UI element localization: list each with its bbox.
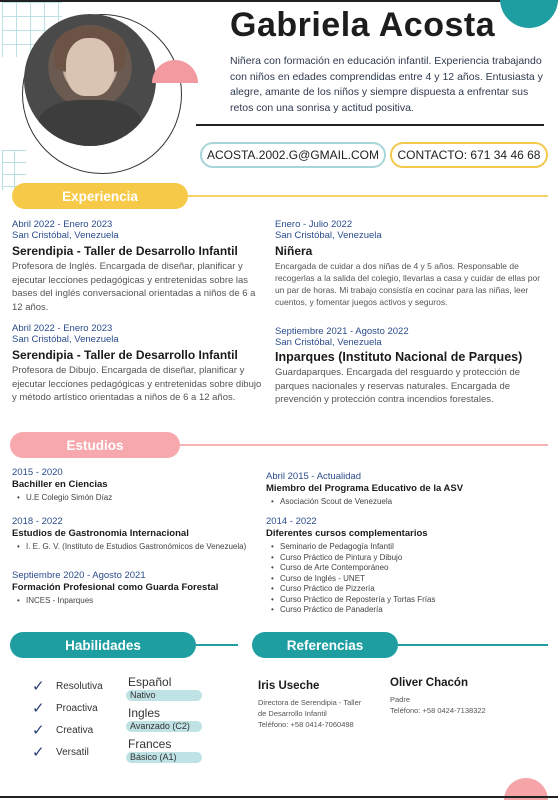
education-list-item: • Curso de Inglés - UNET [266, 574, 546, 585]
pink-half-circle-decoration [152, 60, 198, 106]
experience-title: Serendipia - Taller de Desarrollo Infantil [12, 244, 238, 258]
reference-detail-line: Teléfono: +58 0424-7138322 [390, 706, 486, 715]
education-list [266, 542, 546, 616]
check-icon: ✓ [32, 744, 45, 761]
skill-label: Creativa [56, 724, 94, 736]
language-name: Español [128, 675, 172, 689]
language-name: Frances [128, 737, 172, 751]
experience-description: Guardaparques. Encargada del resguardo y protección de parques nacionales y reservas naturales. Encargada de prevención y protección contra incendios forestales. [275, 367, 521, 405]
education-title: Bachiller en Ciencias [12, 479, 108, 490]
phone-pill[interactable] [390, 142, 548, 168]
experience-title: Inparques (Instituto Nacional de Parques) [275, 350, 523, 364]
experience-date: Enero - Julio 2022 [275, 219, 353, 230]
education-list-item: • I. E. G. V. (Instituto de Estudios Gastronómicos de Venezuela) [12, 542, 252, 553]
experience-date: Abril 2022 - Enero 2023 [12, 219, 113, 230]
education-date: Abril 2015 - Actualidad [266, 471, 362, 482]
education-title: Diferentes cursos complementarios [266, 528, 428, 539]
header-divider [196, 124, 544, 126]
reference-name: Oliver Chacón [390, 677, 468, 689]
education-date: 2018 - 2022 [12, 516, 63, 527]
reference-item [390, 677, 540, 716]
photo-shirt [38, 100, 142, 146]
studies-heading: Estudios [10, 432, 180, 458]
education-list-item: • Curso Práctico de Pintura y Dibujo [266, 553, 546, 564]
experience-title: Serendipia - Taller de Desarrollo Infantil [12, 348, 238, 362]
experience-place: San Cristóbal, Venezuela [275, 230, 382, 241]
experience-date: Septiembre 2021 - Agosto 2022 [275, 326, 409, 337]
reference-detail-line: Padre [390, 695, 411, 704]
experience-description: Profesora de Dibujo. Encargada de diseñar, planificar y ejecutar lecciones pedagógicas y entretenidas sobre dibujo y método artístico orientadas a niños de 6 a 12 años. [12, 365, 262, 403]
skill-label: Proactiva [56, 702, 98, 714]
reference-item [258, 680, 388, 730]
check-icon: ✓ [32, 722, 45, 739]
check-icon: ✓ [32, 700, 45, 717]
check-icon: ✓ [32, 678, 45, 695]
reference-detail-line: Directora de Serendipia - Taller [258, 698, 362, 707]
top-border [0, 0, 558, 2]
experience-description: Profesora de Inglés. Encargada de diseñar, planificar y ejecutar lecciones pedagógicas y entretenidas sobre las bases del inglés conversacional orientadas a niños de 6 a 12 años. [12, 261, 256, 313]
skill-item [32, 677, 103, 695]
language-level: Avanzado (C2) [126, 721, 202, 732]
skill-item [32, 699, 98, 717]
experience-place: San Cristóbal, Venezuela [275, 337, 382, 348]
reference-detail-line: de Desarrollo Infantil [258, 709, 327, 718]
experience-place: San Cristóbal, Venezuela [12, 334, 119, 345]
profile-photo [24, 14, 156, 146]
education-list [12, 596, 262, 607]
phone-text: CONTACTO: 671 34 46 68 [397, 148, 541, 162]
experience-item [275, 326, 550, 407]
experience-description: Encargada de cuidar a dos niñas de 4 y 5 años. Responsable de recogerlas a la salida del colegio, llevarlas a casa y cuidar de ellas por un par de horas. Mi trabajo consistía en cocinar para las niñas, leer cuentos, y fomentar juegos activos y seguros. [275, 261, 541, 307]
experience-place: San Cristóbal, Venezuela [12, 230, 119, 241]
experience-item [12, 323, 266, 405]
education-title: Formación Profesional como Guarda Forestal [12, 582, 219, 593]
education-list-item: • Asociación Scout de Venezuela [266, 497, 546, 508]
education-list-item: • INCES - Inparques [12, 596, 262, 607]
education-item [266, 471, 546, 508]
reference-detail-line: Teléfono: +58 0414-7060498 [258, 720, 354, 729]
education-list [266, 497, 546, 508]
language-level: Nativo [126, 690, 202, 701]
skill-label: Resolutiva [56, 680, 103, 692]
education-list-item: • Curso Práctico de Repostería y Tortas Frías [266, 595, 546, 606]
email-pill[interactable] [200, 142, 386, 168]
education-date: Septiembre 2020 - Agosto 2021 [12, 570, 146, 581]
language-name: Ingles [128, 706, 161, 720]
education-item [12, 516, 252, 553]
education-list-item: • Curso Práctico de Pizzería [266, 584, 546, 595]
education-list [12, 542, 252, 553]
profile-summary: Niñera con formación en educación infantil. Experiencia trabajando con niños en edades comprendidas entre 4 y 12 años. Entusiasta y alegre, amante de los niños y siempre dispuesta a enfrentar sus retos con una sonrisa y actitud positiva. [230, 55, 543, 114]
references-divider [398, 644, 548, 646]
experience-divider [188, 195, 548, 197]
experience-item [12, 219, 266, 314]
email-text: ACOSTA.2002.G@GMAIL.COM [206, 148, 379, 162]
skills-heading: Habilidades [10, 632, 196, 658]
education-date: 2015 - 2020 [12, 467, 63, 478]
education-title: Miembro del Programa Educativo de la ASV [266, 483, 464, 494]
education-list-item: • Curso de Arte Contemporáneo [266, 563, 546, 574]
education-list-item: • Curso Práctico de Panadería [266, 605, 546, 616]
education-item [12, 467, 252, 504]
reference-details [390, 694, 540, 716]
education-item [266, 516, 546, 616]
education-list-item: • Seminario de Pedagogía Infantil [266, 542, 546, 553]
reference-name: Iris Useche [258, 680, 320, 692]
experience-item [275, 219, 545, 308]
references-heading: Referencias [252, 632, 398, 658]
education-item [12, 570, 262, 607]
skill-item [32, 743, 89, 761]
teal-circle-decoration [500, 0, 558, 28]
language-level: Básico (A1) [126, 752, 202, 763]
education-title: Estudios de Gastronomia Internacional [12, 528, 189, 539]
education-date: 2014 - 2022 [266, 516, 317, 527]
experience-title: Niñera [275, 244, 313, 258]
photo-face [66, 38, 114, 96]
studies-divider [180, 444, 548, 446]
education-list [12, 493, 252, 504]
experience-heading: Experiencia [12, 183, 188, 209]
education-list-item: • U.E Colegio Simón Díaz [12, 493, 252, 504]
skills-divider [196, 644, 238, 646]
experience-date: Abril 2022 - Enero 2023 [12, 323, 113, 334]
skill-item [32, 721, 93, 739]
bottom-border [0, 796, 558, 798]
reference-details [258, 697, 388, 730]
skill-label: Versatil [56, 746, 89, 758]
person-name: Gabriela Acosta [230, 6, 496, 44]
